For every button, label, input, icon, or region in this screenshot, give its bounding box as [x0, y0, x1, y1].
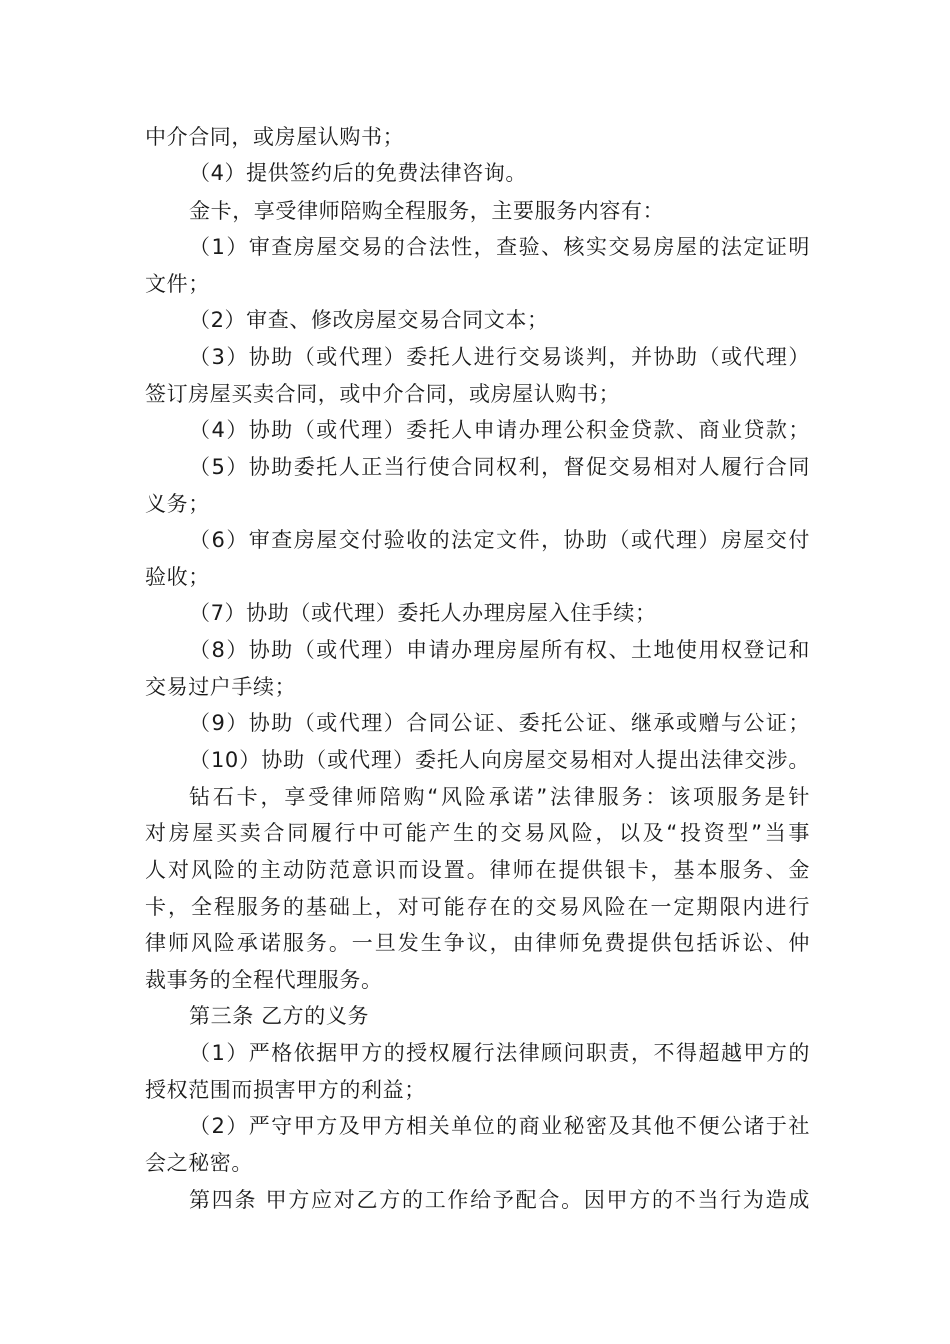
text-line: （7）协助（或代理）委托人办理房屋入住手续；	[189, 601, 657, 625]
text-line: （1）严格依据甲方的授权履行法律顾问职责，不得超越甲方的	[189, 1041, 810, 1065]
section-heading: 第三条 乙方的义务	[189, 1004, 370, 1028]
text-line: 律师风险承诺服务。一旦发生争议，由律师免费提供包括诉讼、仲	[145, 931, 810, 955]
text-line: 人对风险的主动防范意识而设置。律师在提供银卡，基本服务、金	[145, 858, 810, 882]
text-line: （2）严守甲方及甲方相关单位的商业秘密及其他不便公诸于社	[189, 1114, 810, 1138]
text-line: （9）协助（或代理）合同公证、委托公证、继承或赠与公证；	[189, 711, 810, 735]
text-line: 签订房屋买卖合同，或中介合同，或房屋认购书；	[145, 382, 621, 406]
text-line: 交易过户手续；	[145, 675, 297, 699]
text-line: 中介合同，或房屋认购书；	[145, 125, 405, 149]
text-line: 文件；	[145, 272, 210, 296]
text-line: 裁事务的全程代理服务。	[145, 968, 383, 992]
text-line: （3）协助（或代理）委托人进行交易谈判，并协助（或代理）	[189, 345, 810, 369]
text-line: （6）审查房屋交付验收的法定文件，协助（或代理）房屋交付	[189, 528, 810, 552]
text-line: 钻石卡，享受律师陪购“风险承诺”法律服务：该项服务是针	[189, 785, 810, 809]
text-line: （8）协助（或代理）申请办理房屋所有权、土地使用权登记和	[189, 638, 810, 662]
text-line: （1）审查房屋交易的合法性，查验、核实交易房屋的法定证明	[189, 235, 810, 259]
text-line: 金卡，享受律师陪购全程服务，主要服务内容有：	[189, 199, 665, 223]
text-line: （4）协助（或代理）委托人申请办理公积金贷款、商业贷款；	[189, 418, 810, 442]
text-line: 验收；	[145, 565, 210, 589]
text-line: 卡，全程服务的基础上，对可能存在的交易风险在一定期限内进行	[145, 895, 810, 919]
text-line: 对房屋买卖合同履行中可能产生的交易风险，以及“投资型”当事	[145, 821, 810, 845]
section-heading: 第四条 甲方应对乙方的工作给予配合。因甲方的不当行为造成	[189, 1188, 810, 1212]
text-line: 义务；	[145, 492, 210, 516]
text-line: （5）协助委托人正当行使合同权利，督促交易相对人履行合同	[189, 455, 810, 479]
text-line: （10）协助（或代理）委托人向房屋交易相对人提出法律交涉。	[189, 748, 810, 772]
text-line: （4）提供签约后的免费法律咨询。	[189, 161, 527, 185]
text-line: （2）审查、修改房屋交易合同文本；	[189, 308, 549, 332]
text-line: 授权范围而损害甲方的利益；	[145, 1078, 426, 1102]
text-line: 会之秘密。	[145, 1151, 253, 1175]
